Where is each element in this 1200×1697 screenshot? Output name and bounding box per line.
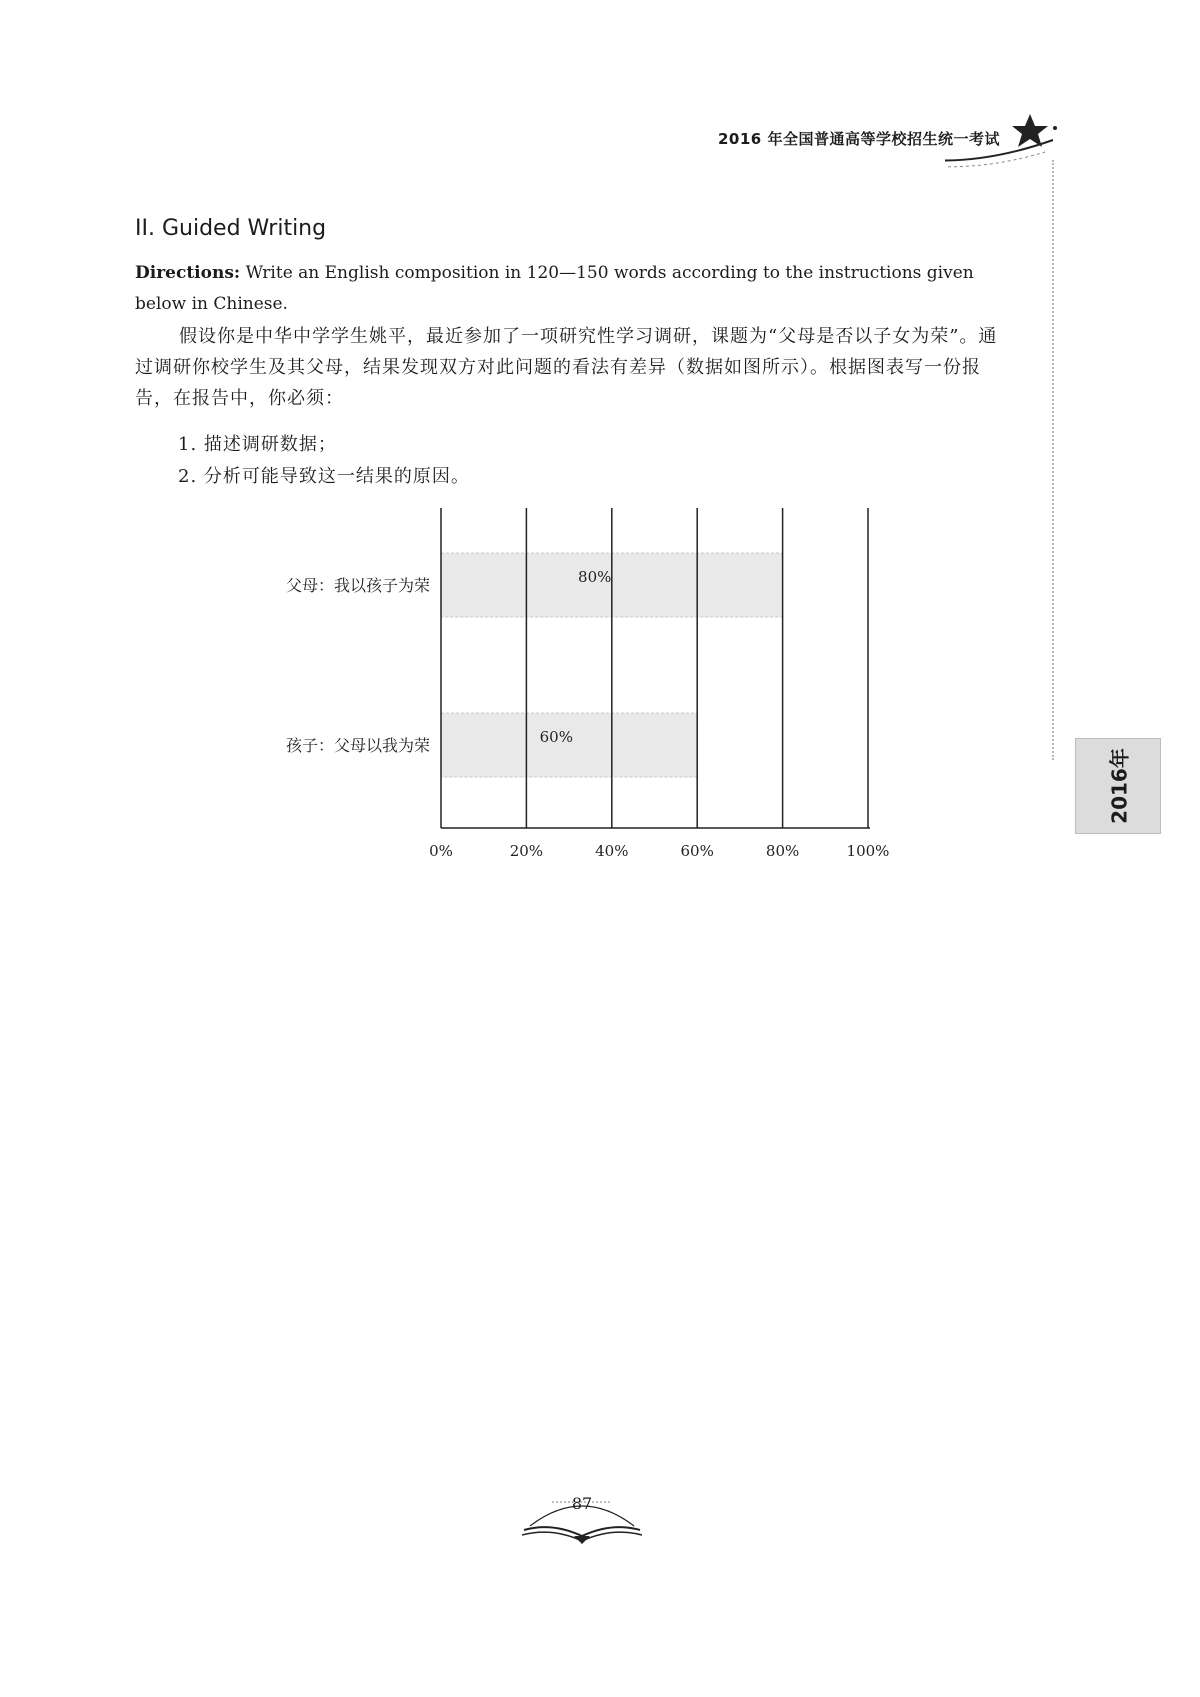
instruction-item-1: 1. 描述调研数据；: [178, 434, 337, 455]
x-tick-label: 60%: [680, 842, 714, 860]
instruction-item-2: 2. 分析可能导致这一结果的原因。: [178, 466, 470, 487]
directions-label: Directions: [135, 263, 234, 283]
x-tick-label: 20%: [509, 842, 544, 860]
directions-text: Directions: Write an English composition in 120—150 words according to the instructions given below in Chinese.: [135, 263, 974, 314]
x-tick-label: 100%: [846, 842, 890, 860]
x-tick-label: 40%: [595, 842, 629, 860]
data-label: 60%: [539, 728, 573, 746]
exam-title: 2016 年全国普通高等学校招生统一考试: [718, 130, 1000, 148]
directions-body: Write an English composition in 120—150 words according to the instructions given below in Chinese.: [135, 263, 974, 314]
page-number-badge: [522, 1492, 642, 1544]
category-label: 父母：我以孩子为荣: [285, 576, 430, 595]
year-side-tab-label: 2016年: [1107, 748, 1132, 824]
page-number: 87: [571, 1494, 593, 1513]
data-label: 80%: [578, 568, 612, 586]
instruction-paragraph: 假设你是中华中学学生姚平，最近参加了一项研究性学习调研，课题为“父母是否以子女为荣”。通过调研你校学生及其父母，结果发现双方对此问题的看法有差异（数据如图所示）。根据图表写一份报告，在报告中，你必须：: [135, 326, 998, 409]
category-label: 孩子：父母以我为荣: [285, 736, 430, 755]
x-tick-label: 80%: [765, 842, 800, 860]
x-tick-label: 0%: [429, 842, 453, 860]
section-heading: II. Guided Writing: [135, 216, 327, 241]
